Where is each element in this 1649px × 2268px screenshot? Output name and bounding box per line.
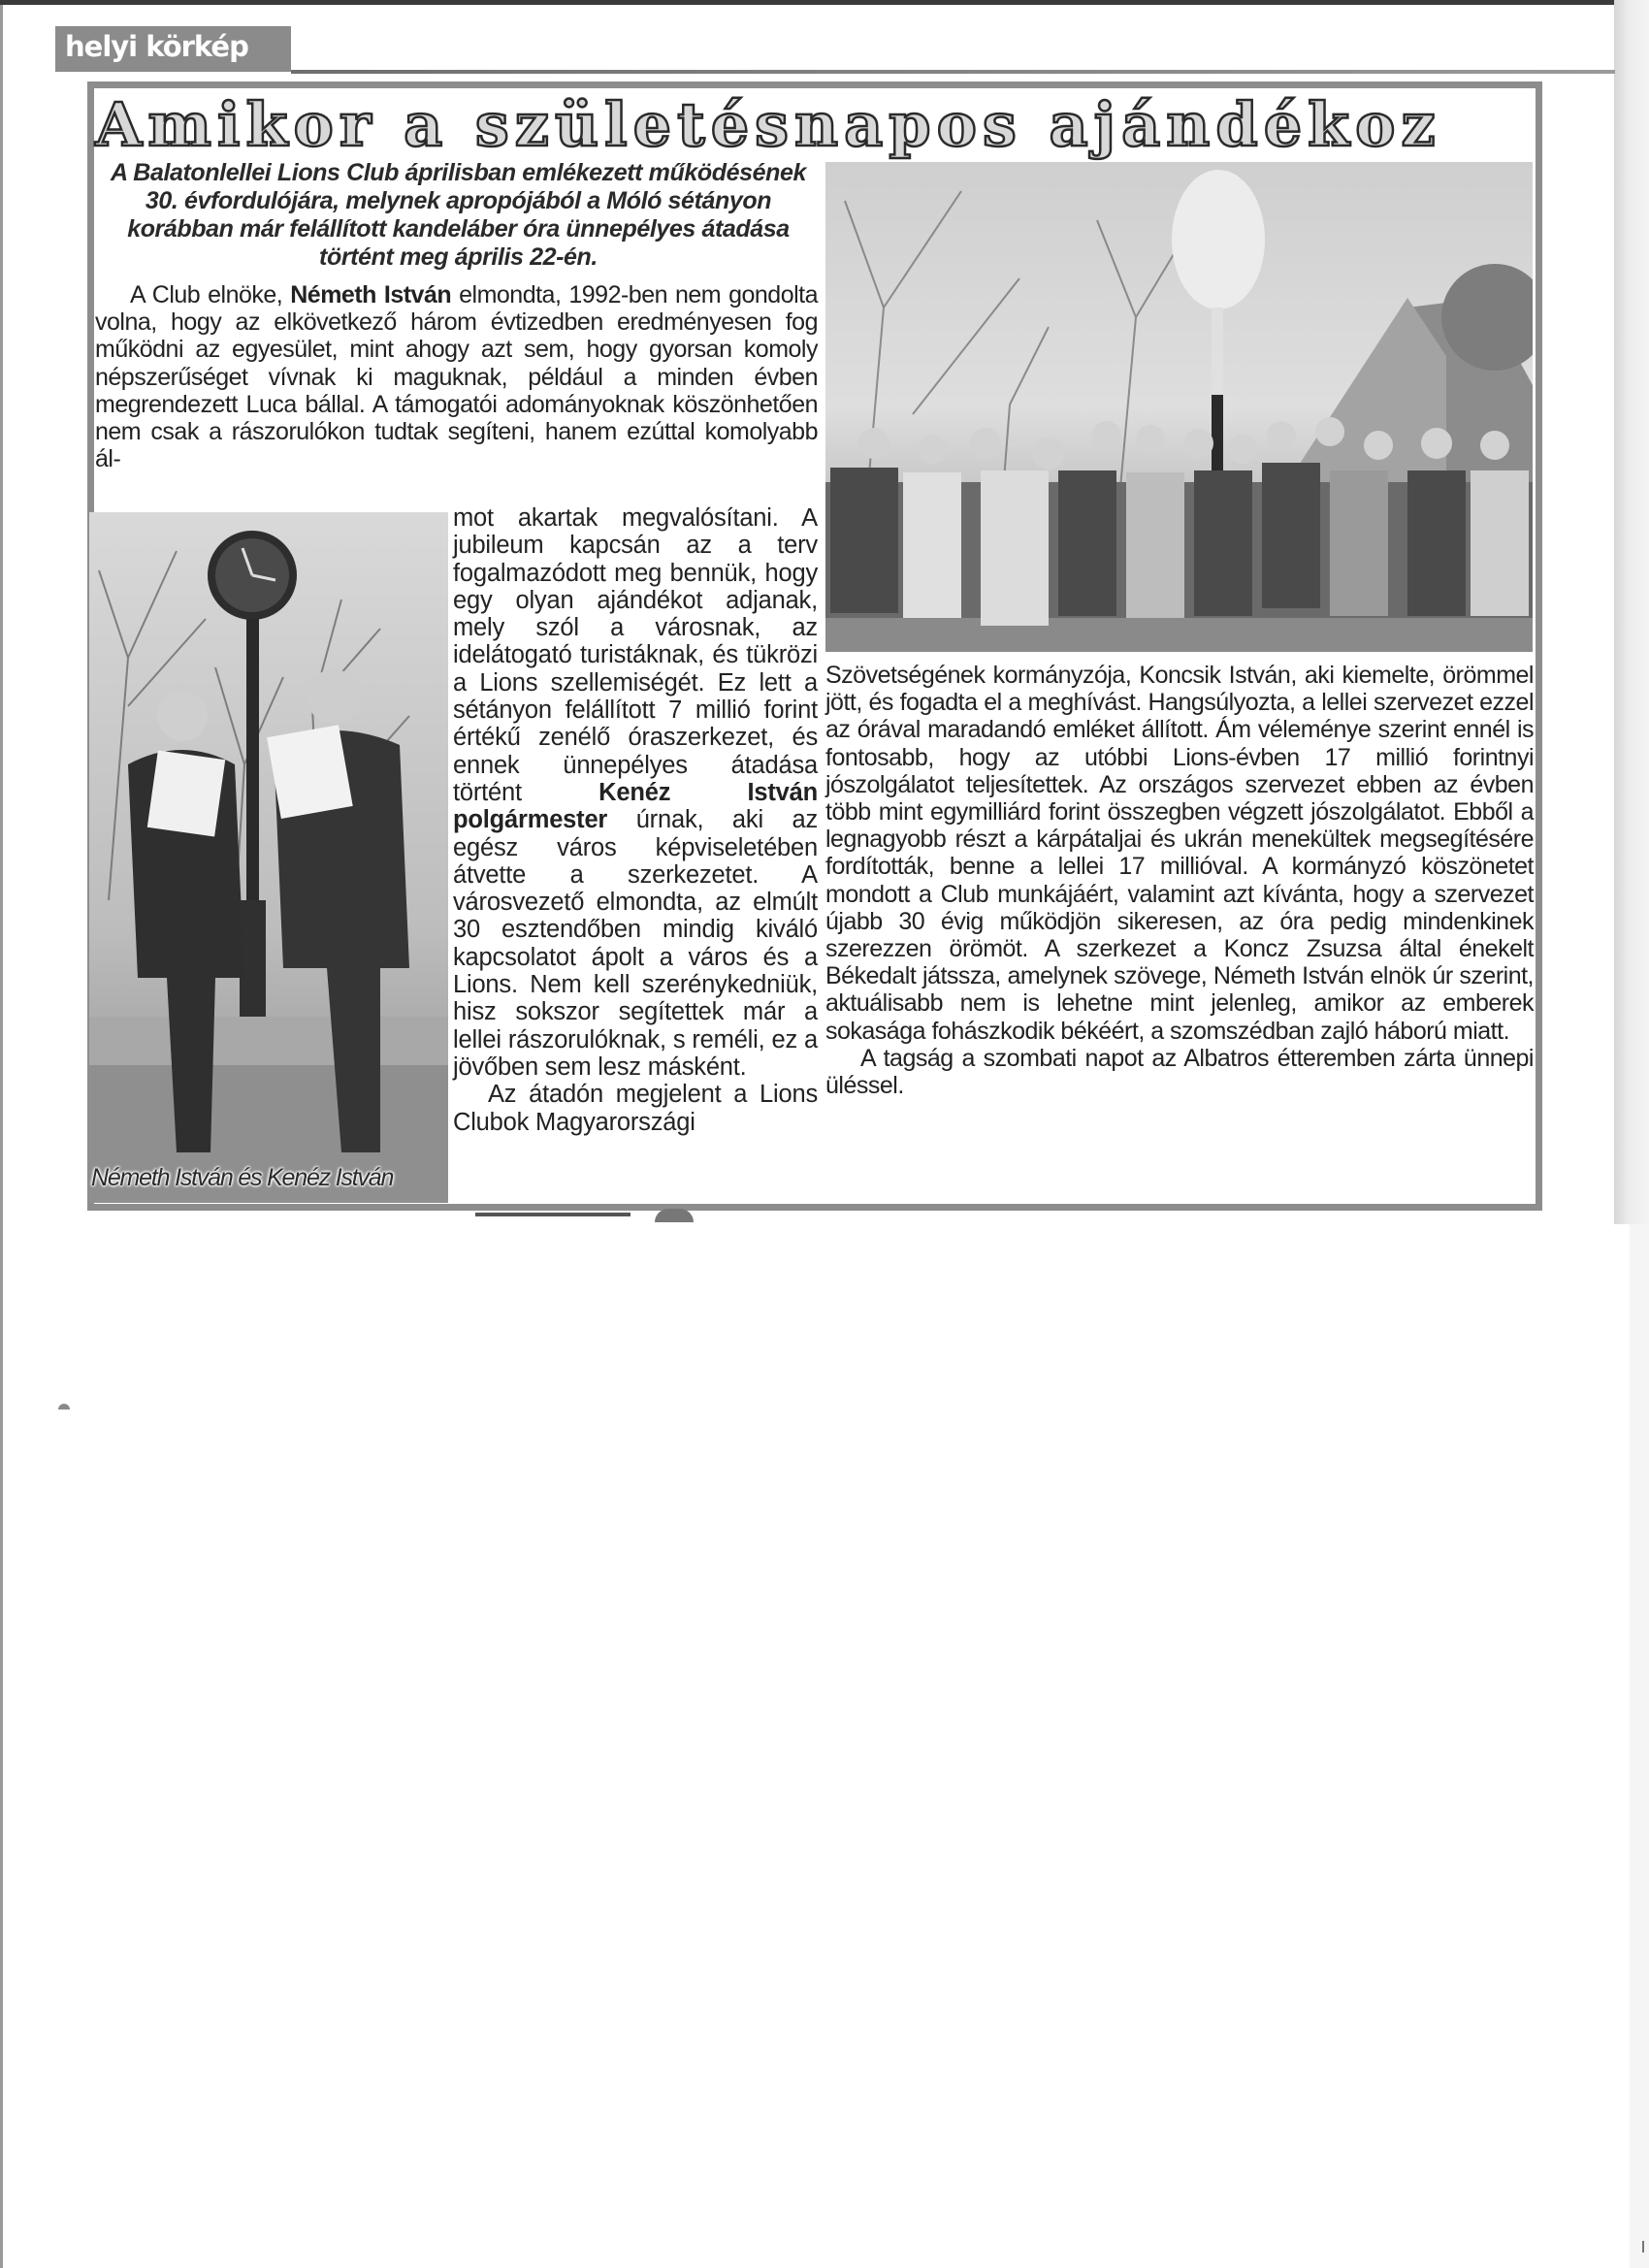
bold-name: Kenéz István polgármester [453,778,818,834]
paragraph [453,504,818,1081]
paragraph: A tagság a szombati napot az Albatros étteremben zárta ünnepi üléssel. [825,1044,1534,1100]
photo-clock-handshake-image [89,512,448,1203]
photo-group-ceremony-image [825,162,1533,652]
paragraph [95,281,818,472]
article-standfirst: A Balatonlellei Lions Club áprilisban emlékezett működésének 30. évfordulójára, melynek apropójából a Móló sétányon korábban már felállított kandeláber óra ünnepélyes átadása történt meg április 22-én. [111,159,806,271]
page-gutter [1614,0,1649,1224]
body-column-narrow [453,504,818,1136]
header-rule [291,70,1615,74]
page-gutter-lower [1630,1224,1649,2268]
scan-speck [1642,2241,1644,2252]
text-run: A Club elnöke, [130,281,291,308]
text-run: elmondta, 1992-ben nem gondolta volna, hogy az elkövetkező három évtizedben eredményesen fog működni az egyesület, mint ahogy azt sem, hogy gyorsan komoly népszerűséget vívnak ki maguknak, például a minden évben megrendezett Luca bállal. A támogatói adományoknak köszönhetően nem csak a rászorulókon tudtak segíteni, hanem ezúttal komolyabb ál- [95,281,818,473]
paragraph: Szövetségének kormányzója, Koncsik István, aki kiemelte, örömmel jött, és fogadta el a meghívást. Hangsúlyozta, a lellei szervezet ezzel az órával maradandó emléket állított. Ám véleménye szerint ennél is fontosabb, hogy az utóbbi Lions-évben 17 millió forintnyi jószolgálatot teljesítettek. Az országos szervezet ebben az évben több mint egymilliárd forint összegben végzett jószolgálatot. Ebből a legnagyobb részt a kárpátaljai és ukrán menekültek megsegítésére fordították, benne a lellei 17 millióval. A kormányzó köszönetet mondott a Club munkájáért, valamint azt kívánta, hogy a szervezet újabb 30 évig működjön sikeresen, az óra pedig mindenkinek szerezzen örömöt. A szerkezet a Koncz Zsuzsa által énekelt Békedalt játssza, amelynek szövege, Németh István elnök úr szerint, aktuálisabb nem is lehetne mint jelenleg, amikor az emberek sokasága fohászkodik békéért, a szomszédban zajló háború miatt. [825,662,1534,1045]
next-article-rule [475,1213,630,1216]
text-run: úrnak, aki az egész város képviseletében átvette a szerkezetet. A városvezető elmondta, az elmúlt 30 esztendőben mindig kiváló kapcsolatot ápolt a város és a Lions. Nem kell szerénykedniük, hisz sokszor segítettek már a lellei rászorulóknak, s reméli, ez a jövőben sem lesz másként. [453,806,818,1081]
paragraph: Az átadón megjelent a Lions Clubok Magyarországi [453,1081,818,1136]
scan-edge [0,0,3,2268]
body-column-top [95,281,818,472]
section-label: helyi körkép [65,30,248,63]
article-title [94,91,1442,159]
photo-caption: Németh István és Kenéz István [91,1164,394,1191]
top-rule [0,0,1615,5]
photo-clock-handshake [89,512,448,1203]
next-article-fragment [655,1209,694,1222]
article-title-text: Amikor a születésnapos ajándékoz [95,89,1441,160]
body-column-right [825,662,1534,1099]
text-run: mot akartak megvalósítani. A jubileum kapcsán az a terv fogalmazódott meg bennük, hogy egy olyan ajándékot adjanak, mely szól a városnak, az idelátogató turistáknak, és tükrözi a Lions szellemiségét. Ez lett a sétányon felállított 7 millió forint értékű zenélő óraszerkezet, és ennek ünnepélyes átadása történt [453,504,818,806]
photo-group-ceremony [825,162,1533,652]
section-tab [55,26,291,72]
bold-name: Németh István [290,281,452,308]
scan-speck [58,1404,70,1409]
